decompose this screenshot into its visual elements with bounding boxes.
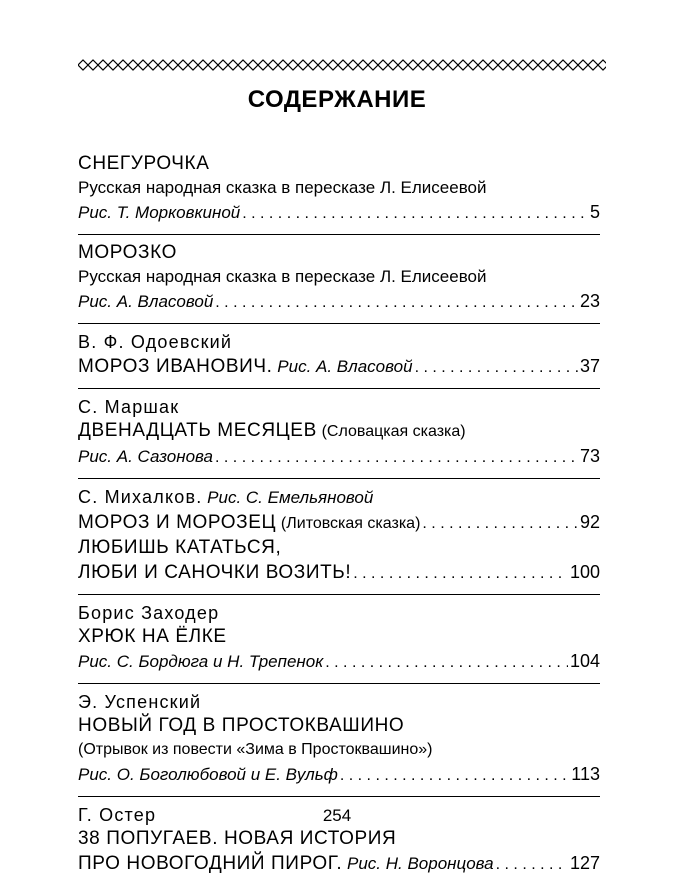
toc-entry-prostokvashino [78,683,600,796]
entry-title: ЛЮБИ И САНОЧКИ ВОЗИТЬ! [78,562,352,583]
entry-title: ДВЕНАДЦАТЬ МЕСЯЦЕВ [78,420,317,441]
entry-leader-line [78,649,600,675]
entry-note: (Литовская сказка) [280,515,421,532]
table-of-contents [78,150,600,885]
entry-title: СНЕГУРОЧКА [78,153,210,174]
toc-entry-morozko [78,234,600,323]
entry-illustrator: Рис. А. Власовой [78,292,214,311]
entry-page: 92 [579,512,600,532]
toc-entry-moroz-ivanovich [78,323,600,388]
leader-dots [215,291,578,315]
entry-page: 100 [569,562,600,582]
decorative-border [78,58,606,72]
entry-author: С. Маршак [78,397,180,417]
entry-illustrator: Рис. Т. Морковкиной [78,203,241,222]
entry-page: 23 [579,291,600,311]
entry-leader-line [78,354,600,380]
entry-page: 113 [571,764,600,784]
toc-entry-khryuk [78,594,600,683]
entry-illustrator: Рис. Н. Воронцова [346,854,494,873]
page-title: СОДЕРЖАНИЕ [247,86,427,113]
entry-illustrator: Рис. О. Боголюбовой и Е. Вульф [78,765,338,784]
leader-dots [353,562,568,586]
entry-leader-line [78,200,600,226]
entry-leader-line [78,444,600,470]
leader-dots [422,512,578,536]
leader-dots [242,202,588,226]
page-number: 254 [322,806,352,825]
entry-page: 37 [579,356,600,376]
entry-title: МОРОЗКО [78,242,177,263]
entry-illustrator: Рис. С. Емельяновой [207,488,374,507]
entry-leader-line [78,510,600,536]
leader-dots [415,356,578,380]
entry-title: 38 ПОПУГАЕВ. НОВАЯ ИСТОРИЯ [78,828,397,849]
leader-dots [215,446,578,470]
entry-leader-line [78,560,600,586]
toc-entry-snegurochka [78,150,600,234]
leader-dots [340,764,569,788]
entry-author: Э. Успенский [78,692,202,712]
entry-page: 127 [569,853,600,873]
entry-subtitle: Русская народная сказка в пересказе Л. Елисеевой [78,267,487,286]
entry-note: (Отрывок из повести «Зима в Простоквашино») [78,741,433,758]
leader-dots [325,651,568,675]
toc-entry-mikhalkov [78,478,600,594]
entry-title: ЛЮБИШЬ КАТАТЬСЯ, [78,537,282,558]
leader-dots [496,853,568,877]
entry-title: МОРОЗ ИВАНОВИЧ. [78,356,273,377]
entry-page: 73 [579,446,600,466]
entry-illustrator: Рис. А. Сазонова [78,447,214,466]
entry-title: ПРО НОВОГОДНИЙ ПИРОГ. [78,853,343,874]
entry-illustrator: Рис. А. Власовой [277,357,413,376]
entry-author: Борис Заходер [78,603,220,623]
entry-leader-line [78,289,600,315]
entry-leader-line [78,851,600,877]
entry-leader-line [78,762,600,788]
entry-author: Г. Остер [78,805,157,825]
entry-page: 104 [569,651,600,671]
entry-note: (Словацкая сказка) [321,423,466,440]
entry-title: НОВЫЙ ГОД В ПРОСТОКВАШИНО [78,715,405,736]
toc-entry-dvenadtsat-mesyatsev [78,388,600,478]
entry-title: ХРЮК НА ЁЛКЕ [78,626,227,647]
entry-illustrator: Рис. С. Бордюга и Н. Трепенок [78,652,324,671]
entry-page: 5 [589,202,600,222]
entry-author: С. Михалков. [78,487,203,507]
entry-title: МОРОЗ И МОРОЗЕЦ [78,512,277,533]
entry-subtitle: Русская народная сказка в пересказе Л. Елисеевой [78,178,487,197]
entry-author: В. Ф. Одоевский [78,332,233,352]
